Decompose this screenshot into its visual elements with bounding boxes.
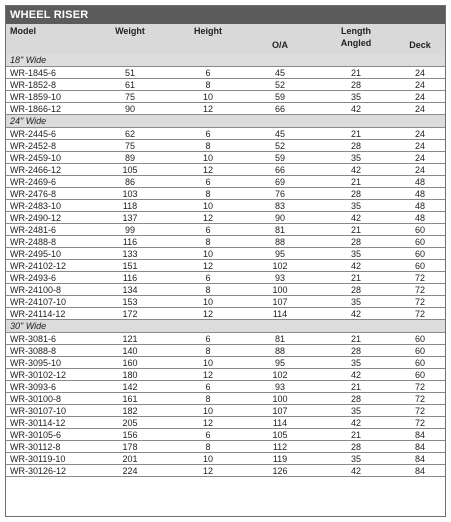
cell-model: WR-24100-8 [10,285,62,295]
cell-len: 21 [350,430,361,440]
cell-oa: 105 [272,430,288,440]
cell-model: WR-2483-10 [10,201,62,211]
cell-len: 28 [350,346,361,356]
cell-len: 21 [350,273,361,283]
table-row [6,357,445,369]
cell-height: 12 [202,104,213,114]
cell-deck: 24 [414,153,425,163]
cell-len: 42 [350,213,361,223]
cell-deck: 72 [414,418,425,428]
cell-model: WR-2476-8 [10,189,57,199]
cell-deck: 48 [414,177,425,187]
cell-height: 6 [205,430,211,440]
cell-height: 8 [205,346,211,356]
cell-weight: 90 [124,104,135,114]
cell-height: 6 [205,129,211,139]
cell-height: 8 [205,394,211,404]
table-row [6,236,445,248]
cell-weight: 178 [122,442,138,452]
cell-len: 28 [350,442,361,452]
cell-len: 42 [350,370,361,380]
cell-height: 8 [205,189,211,199]
table-row [6,79,445,91]
table-row [6,296,445,308]
cell-oa: 93 [274,273,285,283]
column-header-row [6,24,445,54]
cell-model: WR-2459-10 [10,153,62,163]
cell-weight: 151 [122,261,138,271]
table-row [6,429,445,441]
cell-weight: 153 [122,297,138,307]
cell-weight: 137 [122,213,138,223]
cell-weight: 156 [122,430,138,440]
table-row [6,176,445,188]
section-label: 18" Wide [6,54,445,67]
cell-weight: 118 [122,201,138,211]
cell-height: 10 [202,153,213,163]
cell-model: WR-2466-12 [10,165,62,175]
cell-height: 12 [202,370,213,380]
cell-deck: 48 [414,213,425,223]
cell-deck: 24 [414,104,425,114]
table-row [6,284,445,296]
cell-weight: 140 [122,346,138,356]
cell-oa: 107 [272,406,288,416]
cell-len: 35 [350,406,361,416]
cell-len: 21 [350,129,361,139]
table-row [6,333,445,345]
cell-weight: 86 [124,177,135,187]
cell-oa: 114 [272,309,288,319]
cell-model: WR-3088-8 [10,346,57,356]
section-label: 30" Wide [6,320,445,333]
table-row [6,91,445,103]
table-body [6,54,445,477]
cell-model: WR-30119-10 [10,454,66,464]
cell-model: WR-1866-12 [10,104,62,114]
cell-weight: 201 [122,454,138,464]
cell-model: WR-30126-12 [10,466,67,476]
cell-height: 10 [202,454,213,464]
cell-len: 35 [350,153,361,163]
cell-len: 28 [350,394,361,404]
table-row [6,152,445,164]
cell-weight: 180 [122,370,138,380]
table-row [6,200,445,212]
cell-oa: 45 [274,129,285,139]
cell-oa: 52 [274,141,285,151]
table-row [6,140,445,152]
cell-weight: 133 [122,249,138,259]
cell-deck: 60 [414,358,425,368]
cell-model: WR-3081-6 [10,334,57,344]
header-oa: O/A [271,40,288,50]
cell-model: WR-2445-6 [10,129,57,139]
cell-weight: 121 [122,334,138,344]
cell-height: 8 [205,80,211,90]
cell-weight: 116 [122,237,138,247]
cell-len: 42 [350,418,361,428]
cell-height: 10 [202,201,213,211]
cell-height: 6 [205,68,211,78]
header-deck: Deck [409,40,431,50]
section-label: 24" Wide [6,115,445,128]
table-row [6,453,445,465]
cell-len: 28 [350,141,361,151]
cell-weight: 116 [122,273,138,283]
cell-height: 8 [205,237,211,247]
cell-oa: 93 [274,382,285,392]
cell-oa: 66 [274,165,285,175]
cell-model: WR-24107-10 [10,297,67,307]
cell-oa: 102 [272,261,288,271]
cell-deck: 24 [414,129,425,139]
cell-oa: 95 [274,358,285,368]
cell-oa: 59 [274,153,285,163]
header-angled: Angled [340,38,372,48]
header-weight: Weight [115,26,145,36]
cell-len: 35 [350,454,361,464]
cell-oa: 76 [274,189,285,199]
cell-height: 12 [202,309,213,319]
cell-len: 21 [350,177,361,187]
cell-height: 10 [202,92,213,102]
table-row [6,128,445,140]
table-row [6,67,445,79]
cell-model: WR-30105-6 [10,430,62,440]
cell-deck: 84 [414,430,425,440]
cell-height: 12 [202,213,213,223]
cell-model: WR-2452-8 [10,141,57,151]
cell-weight: 61 [124,80,135,90]
cell-deck: 60 [414,334,425,344]
cell-len: 35 [350,249,361,259]
cell-len: 21 [350,225,361,235]
cell-oa: 90 [274,213,285,223]
table-row [6,164,445,176]
cell-model: WR-1859-10 [10,92,62,102]
cell-weight: 205 [122,418,138,428]
cell-model: WR-30114-12 [10,418,66,428]
table-row [6,308,445,320]
table-row [6,212,445,224]
cell-deck: 60 [414,237,425,247]
cell-deck: 60 [414,225,425,235]
cell-height: 12 [202,466,213,476]
cell-height: 6 [205,225,211,235]
cell-deck: 24 [414,68,425,78]
table-row [6,465,445,477]
cell-model: WR-2481-6 [10,225,57,235]
cell-len: 42 [350,309,361,319]
cell-deck: 60 [414,261,425,271]
cell-oa: 114 [272,418,288,428]
table-row [6,272,445,284]
cell-len: 21 [350,334,361,344]
table-row [6,260,445,272]
cell-model: WR-3093-6 [10,382,57,392]
cell-deck: 24 [414,92,425,102]
cell-deck: 72 [414,285,425,295]
cell-height: 10 [202,297,213,307]
cell-weight: 142 [122,382,138,392]
table-row [6,393,445,405]
cell-oa: 81 [274,225,285,235]
cell-weight: 62 [124,129,135,139]
cell-deck: 24 [414,165,425,175]
cell-deck: 48 [414,189,425,199]
cell-deck: 72 [414,309,425,319]
cell-len: 35 [350,201,361,211]
cell-model: WR-24114-12 [10,309,66,319]
cell-weight: 160 [122,358,138,368]
cell-model: WR-30100-8 [10,394,62,404]
cell-height: 10 [202,249,213,259]
cell-oa: 95 [274,249,285,259]
table-row [6,381,445,393]
cell-oa: 52 [274,80,285,90]
cell-height: 8 [205,141,211,151]
cell-oa: 69 [274,177,285,187]
cell-height: 10 [202,406,213,416]
cell-weight: 105 [122,165,138,175]
cell-len: 42 [350,466,361,476]
cell-oa: 59 [274,92,285,102]
cell-model: WR-2493-6 [10,273,57,283]
table-row [6,248,445,260]
cell-len: 35 [350,358,361,368]
cell-deck: 84 [414,454,425,464]
cell-len: 42 [350,165,361,175]
cell-deck: 72 [414,406,425,416]
cell-weight: 99 [124,225,135,235]
cell-model: WR-3095-10 [10,358,62,368]
cell-oa: 81 [274,334,285,344]
cell-height: 12 [202,165,213,175]
cell-oa: 119 [272,454,288,464]
cell-weight: 75 [124,92,135,102]
cell-height: 12 [202,418,213,428]
cell-model: WR-2488-8 [10,237,57,247]
cell-len: 35 [350,297,361,307]
table-row [6,103,445,115]
cell-deck: 24 [414,80,425,90]
cell-model: WR-30107-10 [10,406,67,416]
cell-oa: 45 [274,68,285,78]
cell-model: WR-2469-6 [10,177,57,187]
cell-oa: 126 [272,466,288,476]
cell-len: 28 [350,189,361,199]
cell-deck: 24 [414,141,425,151]
cell-len: 28 [350,80,361,90]
cell-model: WR-2495-10 [10,249,62,259]
cell-oa: 102 [272,370,288,380]
cell-deck: 72 [414,297,425,307]
cell-model: WR-30102-12 [10,370,67,380]
table-row [6,224,445,236]
cell-model: WR-1845-6 [10,68,57,78]
cell-weight: 103 [122,189,138,199]
cell-deck: 72 [414,382,425,392]
cell-weight: 134 [122,285,138,295]
table-row [6,369,445,381]
cell-model: WR-30112-8 [10,442,61,452]
cell-len: 21 [350,68,361,78]
table-row [6,417,445,429]
cell-len: 21 [350,382,361,392]
cell-deck: 60 [414,249,425,259]
cell-deck: 72 [414,394,425,404]
table-row [6,345,445,357]
cell-weight: 172 [122,309,138,319]
cell-height: 6 [205,177,211,187]
cell-height: 12 [202,261,213,271]
cell-len: 35 [350,92,361,102]
wheel-riser-spec-table [5,5,446,517]
cell-deck: 48 [414,201,425,211]
cell-len: 28 [350,237,361,247]
cell-model: WR-24102-12 [10,261,67,271]
cell-len: 42 [350,104,361,114]
cell-deck: 72 [414,273,425,283]
cell-oa: 100 [272,285,288,295]
cell-height: 6 [205,273,211,283]
cell-height: 8 [205,285,211,295]
cell-weight: 182 [122,406,138,416]
table-row [6,188,445,200]
cell-len: 42 [350,261,361,271]
cell-model: WR-1852-8 [10,80,57,90]
cell-oa: 100 [272,394,288,404]
cell-oa: 107 [272,297,288,307]
cell-oa: 66 [274,104,285,114]
cell-oa: 112 [272,442,288,452]
cell-height: 6 [205,334,211,344]
table-row [6,441,445,453]
cell-model: WR-2490-12 [10,213,62,223]
cell-weight: 89 [124,153,135,163]
cell-deck: 84 [414,466,425,476]
header-model: Model [10,26,36,36]
cell-oa: 83 [274,201,285,211]
table-row [6,405,445,417]
cell-oa: 88 [274,346,285,356]
cell-deck: 60 [414,346,425,356]
cell-deck: 84 [414,442,425,452]
cell-weight: 161 [122,394,138,404]
header-length: Length [341,26,371,36]
cell-height: 8 [205,442,211,452]
cell-len: 28 [350,285,361,295]
cell-weight: 51 [124,68,135,78]
cell-oa: 88 [274,237,285,247]
cell-height: 10 [202,358,213,368]
cell-weight: 224 [122,466,138,476]
table-title: WHEEL RISER [6,6,445,24]
cell-weight: 75 [124,141,135,151]
header-height: Height [194,26,222,36]
cell-height: 6 [205,382,211,392]
cell-deck: 60 [414,370,425,380]
